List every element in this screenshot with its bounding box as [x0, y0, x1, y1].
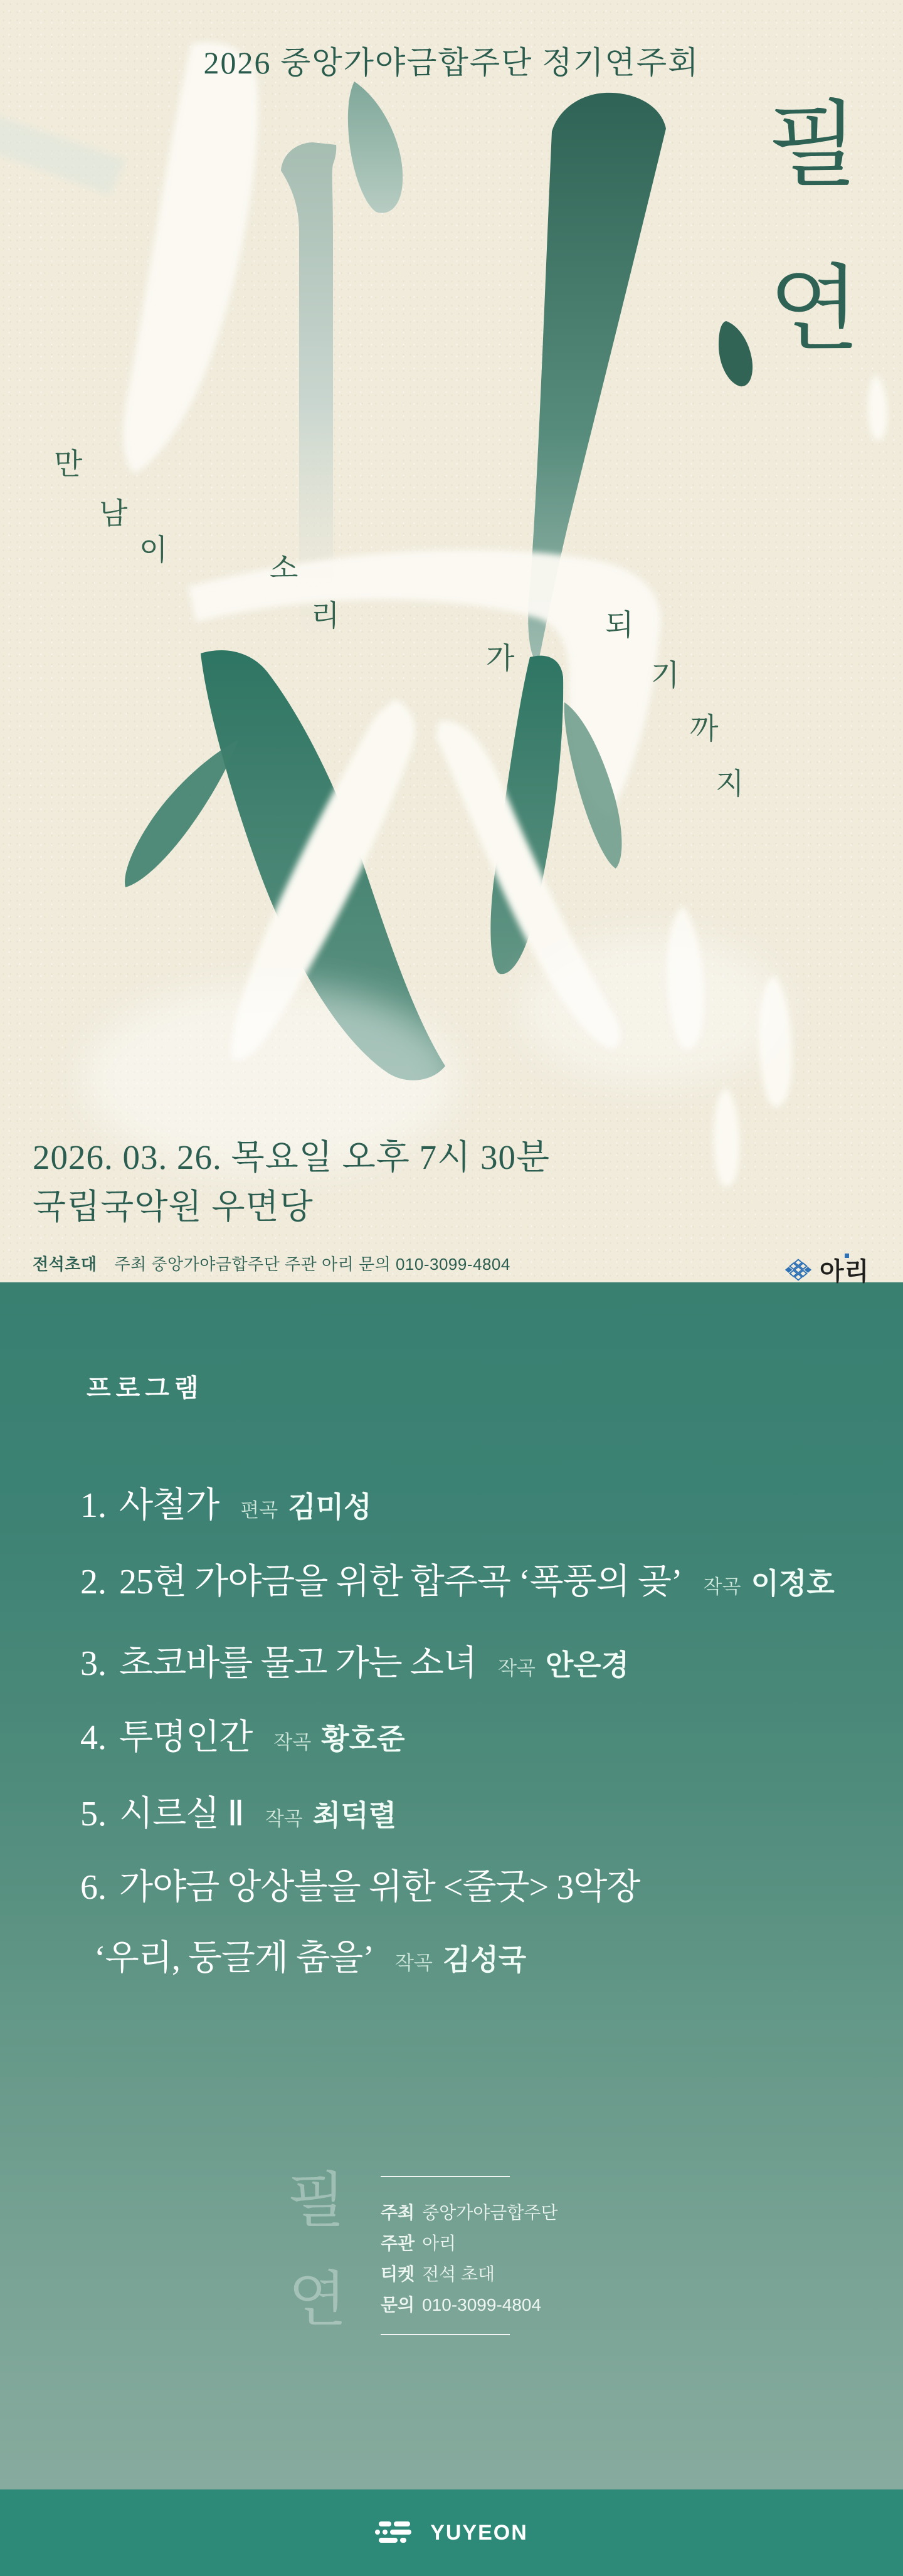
program-number: 3.: [80, 1644, 107, 1683]
credit-value: 전석 초대: [422, 2264, 495, 2284]
date-venue-block: [33, 1132, 550, 1232]
venue-line: 국립국악원 우면당: [33, 1188, 314, 1227]
program-number: 5.: [80, 1795, 107, 1834]
ari-logo: [783, 1252, 869, 1287]
program-composer: 최덕렬: [312, 1799, 397, 1832]
poster-title-char-yeon: 연: [769, 258, 860, 362]
tagline-char: 리: [311, 600, 340, 633]
program-title: 가야금 앙상블을 위한 <줄굿> 3악장: [119, 1868, 640, 1907]
credit-label: 문의: [381, 2295, 415, 2315]
program-number: 1.: [80, 1486, 107, 1525]
poster-title-char-pil: 필: [768, 94, 858, 198]
tagline-char: 지: [716, 768, 744, 801]
program-section-background: [0, 1282, 903, 2576]
outro-title-char-yeon: 연: [288, 2266, 347, 2333]
program-title: 25현 가야금을 위한 합주곡 ‘폭풍의 곶’: [119, 1563, 682, 1602]
outro-title-char-pil: 필: [287, 2167, 346, 2234]
credit-row: [381, 2233, 558, 2254]
program-title: 투명인간: [119, 1718, 253, 1757]
admission-label: 전석초대: [33, 1255, 97, 1274]
program-composer: 김성국: [442, 1943, 527, 1976]
program-item-1: [80, 1477, 372, 1528]
credit-label: 주관: [381, 2234, 415, 2253]
credit-value: 아리: [422, 2234, 457, 2253]
credit-row: [381, 2294, 558, 2316]
credit-row: [381, 2202, 558, 2224]
footer-bar: [0, 2489, 903, 2576]
credit-label: 티켓: [381, 2264, 415, 2284]
tagline-char: 소: [270, 552, 298, 585]
program-subtitle: ‘우리, 둥글게 춤을’: [94, 1939, 374, 1978]
program-role: 편곡: [240, 1499, 278, 1521]
program-item-6-line1: [80, 1859, 640, 1909]
ari-logo-dot: [845, 1254, 849, 1258]
outro-credits: [381, 2202, 558, 2325]
program-role: 작곡: [703, 1576, 741, 1598]
program-item-3: [80, 1635, 629, 1686]
program-item-4: [80, 1709, 405, 1760]
program-role: 작곡: [497, 1657, 536, 1679]
yuyeon-logo-icon: [375, 2520, 421, 2545]
tagline-char: 이: [139, 534, 168, 567]
date-line: 2026. 03. 26. 목요일 오후 7시 30분: [33, 1138, 551, 1176]
divider-line: [381, 2334, 510, 2335]
program-composer: 김미성: [288, 1491, 372, 1523]
ari-logo-text: 아리: [820, 1258, 870, 1285]
tagline-char: 되: [605, 610, 634, 642]
program-item-2: [80, 1554, 835, 1604]
divider-line: [381, 2176, 510, 2177]
program-composer: 황호준: [321, 1723, 405, 1755]
credit-value: 010-3099-4804: [422, 2295, 542, 2315]
credit-row: [381, 2264, 558, 2285]
program-role: 작곡: [394, 1952, 433, 1974]
program-role: 작곡: [265, 1808, 303, 1830]
program-item-6-line2: [94, 1930, 526, 1980]
tagline-char: 남: [99, 498, 128, 531]
program-role: 작곡: [273, 1731, 312, 1753]
tagline-char: 가: [486, 643, 515, 675]
program-number: 6.: [80, 1868, 107, 1907]
program-number: 4.: [80, 1718, 107, 1757]
tagline-char: 기: [651, 660, 680, 692]
yuyeon-logo-text: YUYEON: [430, 2520, 528, 2545]
program-title: 초코바를 물고 가는 소녀: [119, 1644, 477, 1683]
program-title: 사철가: [119, 1486, 219, 1525]
program-item-5: [80, 1786, 396, 1836]
program-heading: 프로그램: [87, 1375, 204, 1402]
program-composer: 이정호: [751, 1567, 835, 1600]
credit-line: [33, 1252, 510, 1275]
ari-knot-icon: [783, 1257, 814, 1282]
host-credit-text: 주최 중앙가야금합주단 주관 아리 문의 010-3099-4804: [114, 1255, 510, 1274]
program-composer: 안은경: [545, 1649, 630, 1681]
event-title: 2026 중앙가야금합주단 정기연주회: [203, 45, 700, 80]
tagline-char: 만: [54, 448, 83, 481]
tagline-char: 까: [690, 713, 719, 746]
credit-value: 중앙가야금합주단: [422, 2203, 558, 2222]
credit-label: 주최: [381, 2203, 415, 2222]
program-title: 시르실 Ⅱ: [119, 1795, 244, 1834]
program-number: 2.: [80, 1563, 107, 1602]
